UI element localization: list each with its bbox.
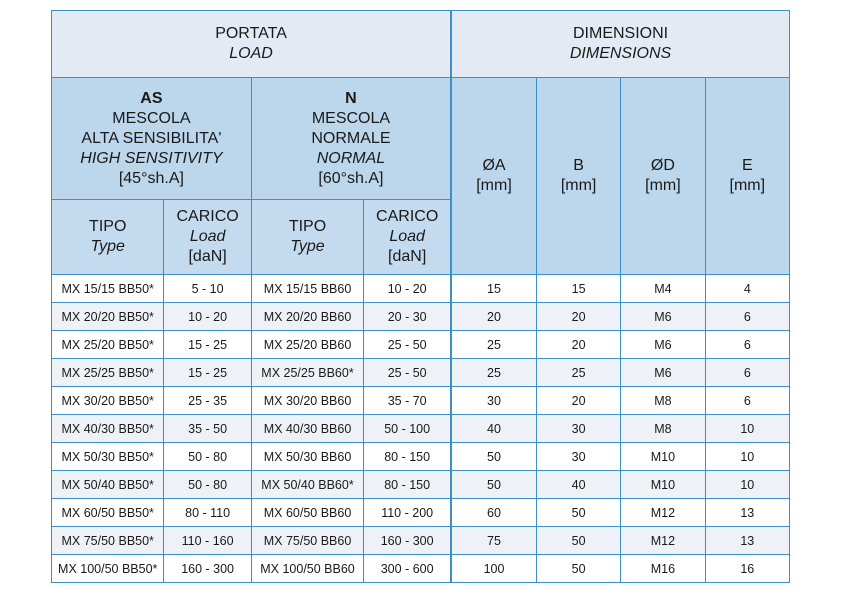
table-row: [52, 499, 790, 527]
n-tipo-it: TIPO: [288, 218, 327, 235]
cell-dim-e: 6: [705, 387, 789, 415]
cell-as-type: MX 50/30 BB50*: [52, 443, 164, 471]
cell-dim-e: 13: [705, 527, 789, 555]
cell-dim-b: 50: [536, 527, 620, 555]
table-row: [52, 527, 790, 555]
cell-dim-e: 10: [705, 471, 789, 499]
table-row: [52, 275, 790, 303]
product-table: [51, 10, 790, 583]
cell-dim-d: M12: [621, 499, 705, 527]
header-row-2: [52, 78, 790, 200]
as-tipo-header: [52, 200, 164, 275]
cell-dim-d: M16: [621, 555, 705, 583]
cell-dim-e: 6: [705, 303, 789, 331]
dim-e-unit: [mm]: [729, 177, 766, 194]
product-table-wrapper: [51, 10, 790, 583]
dimensions-header-en: DIMENSIONS: [569, 45, 672, 62]
cell-as-type: MX 15/15 BB50*: [52, 275, 164, 303]
cell-dim-b: 50: [536, 499, 620, 527]
cell-n-load: 110 - 200: [364, 499, 451, 527]
table-row: [52, 415, 790, 443]
as-code: AS: [140, 89, 163, 107]
cell-dim-a: 25: [451, 359, 536, 387]
cell-dim-b: 15: [536, 275, 620, 303]
cell-dim-d: M6: [621, 331, 705, 359]
cell-dim-a: 25: [451, 331, 536, 359]
cell-dim-a: 75: [451, 527, 536, 555]
cell-as-load: 5 - 10: [164, 275, 251, 303]
dim-a-header: [451, 78, 536, 275]
dim-b-unit: [mm]: [560, 177, 597, 194]
cell-dim-e: 6: [705, 331, 789, 359]
cell-dim-e: 6: [705, 359, 789, 387]
cell-as-type: MX 25/25 BB50*: [52, 359, 164, 387]
n-tipo-header: [251, 200, 363, 275]
cell-n-type: MX 50/40 BB60*: [251, 471, 363, 499]
dim-d-header: [621, 78, 705, 275]
cell-dim-e: 10: [705, 415, 789, 443]
cell-dim-b: 30: [536, 443, 620, 471]
cell-as-type: MX 25/20 BB50*: [52, 331, 164, 359]
n-tipo-en: Type: [290, 238, 325, 255]
cell-dim-a: 50: [451, 443, 536, 471]
dim-a-label: ØA: [482, 157, 506, 174]
as-line-1: MESCOLA: [112, 109, 191, 127]
cell-n-type: MX 25/25 BB60*: [251, 359, 363, 387]
cell-n-load: 35 - 70: [364, 387, 451, 415]
cell-dim-b: 50: [536, 555, 620, 583]
n-line-4: [60°sh.A]: [318, 169, 384, 187]
cell-dim-a: 40: [451, 415, 536, 443]
cell-dim-a: 15: [451, 275, 536, 303]
table-body: [52, 275, 790, 583]
dim-e-label: E: [741, 157, 753, 174]
cell-dim-d: M6: [621, 303, 705, 331]
cell-dim-e: 10: [705, 443, 789, 471]
cell-dim-e: 16: [705, 555, 789, 583]
cell-as-load: 25 - 35: [164, 387, 251, 415]
cell-dim-d: M4: [621, 275, 705, 303]
cell-n-load: 25 - 50: [364, 359, 451, 387]
cell-as-type: MX 30/20 BB50*: [52, 387, 164, 415]
table-row: [52, 387, 790, 415]
dim-a-unit: [mm]: [476, 177, 512, 194]
cell-dim-a: 30: [451, 387, 536, 415]
cell-n-load: 20 - 30: [364, 303, 451, 331]
as-tipo-en: Type: [90, 238, 125, 255]
n-carico-unit: [daN]: [388, 248, 427, 265]
cell-n-type: MX 15/15 BB60: [251, 275, 363, 303]
table-row: [52, 359, 790, 387]
cell-dim-a: 20: [451, 303, 536, 331]
cell-dim-b: 20: [536, 331, 620, 359]
cell-n-load: 50 - 100: [364, 415, 451, 443]
cell-n-load: 160 - 300: [364, 527, 451, 555]
dim-e-header: [705, 78, 789, 275]
cell-as-load: 110 - 160: [164, 527, 251, 555]
table-row: [52, 303, 790, 331]
cell-dim-b: 30: [536, 415, 620, 443]
cell-dim-e: 13: [705, 499, 789, 527]
dim-b-label: B: [573, 157, 584, 174]
dim-d-unit: [mm]: [645, 177, 681, 194]
cell-as-load: 160 - 300: [164, 555, 251, 583]
cell-as-type: MX 100/50 BB50*: [52, 555, 164, 583]
cell-as-load: 35 - 50: [164, 415, 251, 443]
cell-n-load: 25 - 50: [364, 331, 451, 359]
n-line-2: NORMALE: [311, 129, 391, 147]
n-compound-header: [251, 78, 451, 200]
cell-dim-a: 50: [451, 471, 536, 499]
cell-as-load: 50 - 80: [164, 471, 251, 499]
load-header-en: LOAD: [229, 45, 273, 62]
cell-dim-d: M6: [621, 359, 705, 387]
cell-dim-d: M12: [621, 527, 705, 555]
cell-n-type: MX 25/20 BB60: [251, 331, 363, 359]
header-row-1: [52, 11, 790, 78]
cell-dim-b: 20: [536, 303, 620, 331]
cell-dim-e: 4: [705, 275, 789, 303]
cell-n-type: MX 20/20 BB60: [251, 303, 363, 331]
dim-b-header: [536, 78, 620, 275]
table-row: [52, 555, 790, 583]
cell-n-type: MX 30/20 BB60: [251, 387, 363, 415]
table-row: [52, 331, 790, 359]
cell-dim-b: 40: [536, 471, 620, 499]
load-header-it: PORTATA: [215, 25, 287, 42]
cell-as-load: 50 - 80: [164, 443, 251, 471]
cell-n-type: MX 75/50 BB60: [251, 527, 363, 555]
cell-n-load: 80 - 150: [364, 443, 451, 471]
cell-dim-d: M10: [621, 471, 705, 499]
cell-n-load: 80 - 150: [364, 471, 451, 499]
cell-n-type: MX 40/30 BB60: [251, 415, 363, 443]
as-carico-unit: [daN]: [188, 248, 227, 265]
cell-as-type: MX 50/40 BB50*: [52, 471, 164, 499]
n-code: N: [345, 89, 357, 107]
cell-dim-b: 25: [536, 359, 620, 387]
n-line-1: MESCOLA: [311, 109, 391, 127]
table-row: [52, 443, 790, 471]
cell-dim-b: 20: [536, 387, 620, 415]
cell-n-type: MX 50/30 BB60: [251, 443, 363, 471]
cell-as-load: 15 - 25: [164, 359, 251, 387]
dim-d-label: ØD: [650, 157, 675, 174]
cell-dim-a: 100: [451, 555, 536, 583]
as-carico-en: Load: [189, 228, 226, 245]
cell-dim-d: M8: [621, 387, 705, 415]
as-line-4: [45°sh.A]: [118, 169, 184, 187]
cell-as-type: MX 75/50 BB50*: [52, 527, 164, 555]
n-line-3: NORMAL: [316, 149, 386, 167]
table-row: [52, 471, 790, 499]
cell-dim-d: M10: [621, 443, 705, 471]
cell-dim-d: M8: [621, 415, 705, 443]
cell-as-load: 10 - 20: [164, 303, 251, 331]
as-carico-it: CARICO: [176, 208, 239, 225]
as-compound-header: [52, 78, 252, 200]
dimensions-header-it: DIMENSIONI: [572, 25, 669, 42]
cell-as-type: MX 40/30 BB50*: [52, 415, 164, 443]
cell-n-type: MX 100/50 BB60: [251, 555, 363, 583]
n-carico-it: CARICO: [376, 208, 439, 225]
cell-n-load: 10 - 20: [364, 275, 451, 303]
n-carico-header: [364, 200, 451, 275]
n-carico-en: Load: [389, 228, 425, 245]
cell-as-load: 15 - 25: [164, 331, 251, 359]
as-carico-header: [164, 200, 251, 275]
cell-as-type: MX 60/50 BB50*: [52, 499, 164, 527]
as-line-2: ALTA SENSIBILITA': [81, 129, 222, 147]
load-header: [52, 11, 452, 78]
cell-as-type: MX 20/20 BB50*: [52, 303, 164, 331]
dimensions-header: [451, 11, 789, 78]
cell-n-load: 300 - 600: [364, 555, 451, 583]
cell-n-type: MX 60/50 BB60: [251, 499, 363, 527]
as-line-3: HIGH SENSITIVITY: [80, 149, 223, 167]
as-tipo-it: TIPO: [89, 218, 127, 235]
cell-as-load: 80 - 110: [164, 499, 251, 527]
cell-dim-a: 60: [451, 499, 536, 527]
